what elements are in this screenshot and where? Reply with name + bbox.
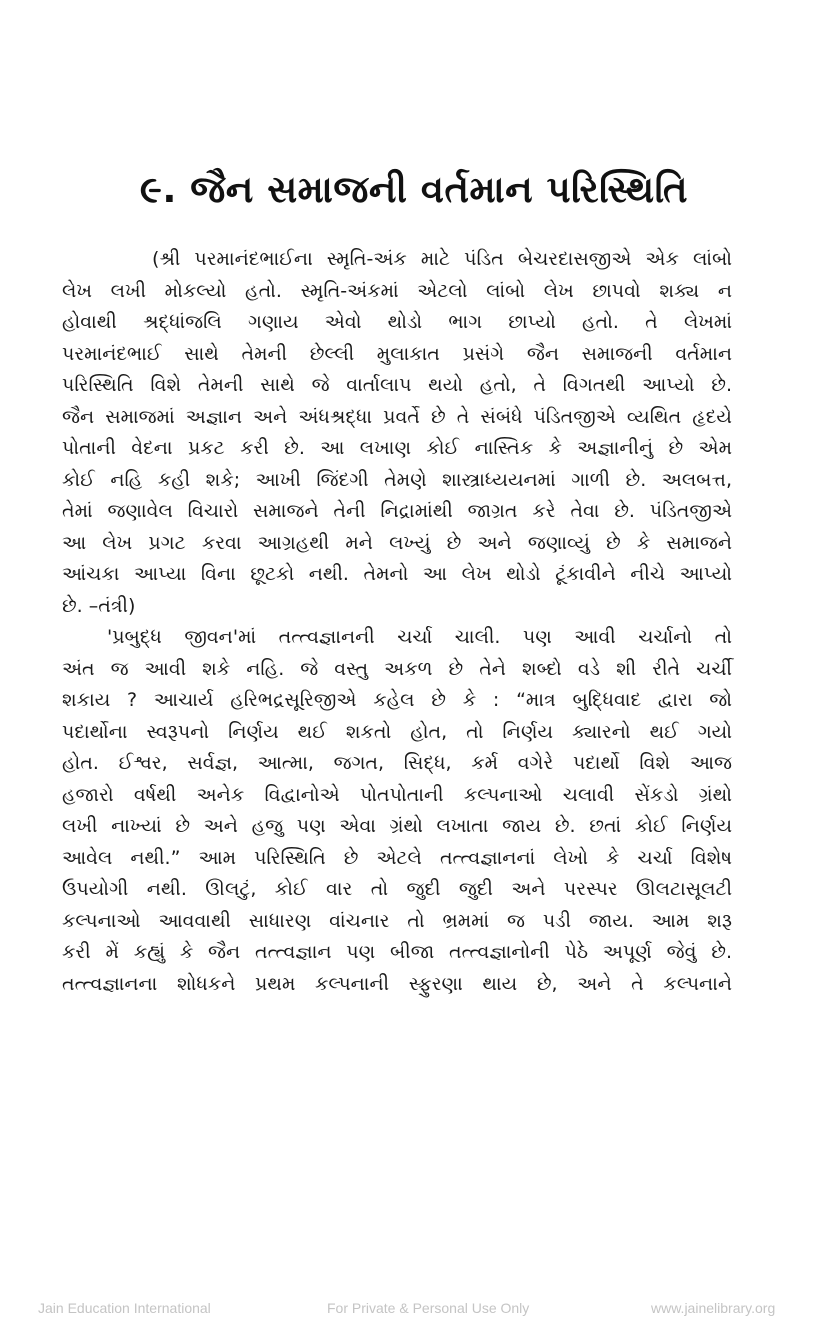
text-line: આવેલ નથી.” આમ પરિસ્થિતિ છે એટલે તત્ત્વજ્ઞાનનાં લેખો કે ચર્ચા વિશેષ	[62, 846, 732, 869]
text-line: પરમાનંદભાઈ સાથે તેમની છેલ્લી મુલાકાત પ્રસંગે જૈન સમાજની વર્તમાન	[62, 342, 732, 365]
chapter-title: ૯. જૈન સમાજની વર્તમાન પરિસ્થિતિ	[139, 168, 689, 211]
text-line: લખી નાખ્યાં છે અને હજુ પણ એવા ગ્રંથો લખાતા જાય છે. છતાં કોઈ નિર્ણય	[62, 815, 732, 837]
text-line: છે. –તંત્રી)	[62, 594, 136, 617]
text-line: તત્ત્વજ્ઞાનના શોધકને પ્રથમ કલ્પનાની સ્ફુરણા થાય છે, અને તે કલ્પનાને	[62, 972, 732, 995]
text-line: શકાય ? આચાર્ય હરિભદ્રસૂરિજીએ કહેલ છે કે : “માત્ર બુદ્ધિવાદ દ્વારા જો	[62, 689, 732, 711]
page-footer	[0, 1296, 828, 1320]
text-line: કલ્પનાઓ આવવાથી સાધારણ વાંચનાર તો ભ્રમમાં જ પડી જાય. આમ શરૂ	[62, 909, 732, 932]
text-line: કરી મેં કહ્યું કે જૈન તત્ત્વજ્ઞાન પણ બીજા તત્ત્વજ્ઞાનોની પેઠે અપૂર્ણ જેવું છે.	[62, 941, 732, 963]
footer-publisher: Jain Education International	[38, 1300, 211, 1316]
main-paragraph	[62, 622, 732, 1000]
text-line: હજારો વર્ષથી અનેક વિદ્વાનોએ પોતપોતાની કલ્પનાઓ ચલાવી સેંકડો ગ્રંથો	[62, 783, 732, 806]
text-line: આ લેખ પ્રગટ કરવા આગ્રહથી મને લખ્યું છે અને જણાવ્યું છે કે સમાજને	[62, 531, 732, 554]
text-line: જૈન સમાજમાં અજ્ઞાન અને અંધશ્રદ્ધા પ્રવર્તે છે તે સંબંધે પંડિતજીએ વ્યથિત હૃદયે	[62, 405, 732, 428]
text-line: ઉપયોગી નથી. ઊલટું, કોઈ વાર તો જુદી જુદી અને પરસ્પર ઊલટાસૂલટી	[62, 878, 732, 900]
footer-usage-notice: For Private & Personal Use Only	[327, 1300, 530, 1316]
editor-note	[62, 244, 732, 622]
text-line: હોવાથી શ્રદ્ધાંજલિ ગણાય એવો થોડો ભાગ છાપ્યો હતો. તે લેખમાં	[62, 311, 732, 333]
text-line: પરિસ્થિતિ વિશે તેમની સાથે જે વાર્તાલાપ થયો હતો, તે વિગતથી આપ્યો છે.	[62, 374, 732, 396]
footer-website: www.jainelibrary.org	[651, 1300, 776, 1316]
text-line: અંત જ આવી શકે નહિ. જે વસ્તુ અકળ છે તેને શબ્દો વડે શી રીતે ચર્ચી	[62, 657, 732, 680]
text-line: (શ્રી પરમાનંદભાઈના સ્મૃતિ-અંક માટે પંડિત બેચરદાસજીએ એક લાંબો	[152, 248, 732, 270]
text-line: આંચકા આપ્યા વિના છૂટકો નથી. તેમનો આ લેખ થોડો ટૂંકાવીને નીચે આપ્યો	[62, 563, 732, 585]
text-line: 'પ્રબુદ્ધ જીવન'માં તત્ત્વજ્ઞાનની ચર્ચા ચાલી. પણ આવી ચર્ચાનો તો	[107, 626, 732, 648]
text-line: તેમાં જણાવેલ વિચારો સમાજને તેની નિદ્રામાંથી જાગ્રત કરે તેવા છે. પંડિતજીએ	[62, 500, 732, 522]
text-line: પદાર્થોના સ્વરૂપનો નિર્ણય થઈ શકતો હોત, તો નિર્ણય ક્યારનો થઈ ગયો	[62, 720, 732, 743]
text-line: હોત. ઈશ્વર, સર્વજ્ઞ, આત્મા, જગત, સિદ્ધ, કર્મ વગેરે પદાર્થો વિશે આજ	[62, 752, 732, 774]
text-line: લેખ લખી મોકલ્યો હતો. સ્મૃતિ-અંકમાં એટલો લાંબો લેખ છાપવો શક્ય ન	[62, 279, 732, 302]
text-line: કોઈ નહિ કહી શકે; આખી જિંદગી તેમણે શાસ્ત્રાધ્યયનમાં ગાળી છે. અલબત્ત,	[62, 468, 732, 491]
text-line: પોતાની વેદના પ્રકટ કરી છે. આ લખાણ કોઈ નાસ્તિક કે અજ્ઞાનીનું છે એમ	[62, 437, 732, 459]
body-text	[62, 244, 732, 1000]
